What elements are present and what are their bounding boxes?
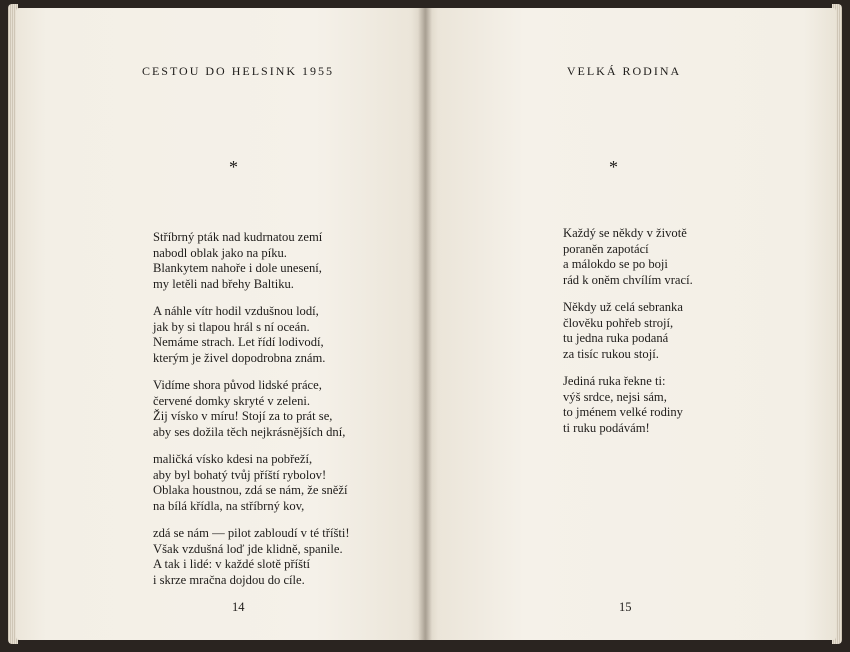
poem-line: Každý se někdy v životě [563,226,687,240]
poem-line: člověku pohřeb strojí, [563,315,674,330]
poem-line: Vidíme shora původ lidské práce, [153,378,322,392]
poem-line: červené domky skryté v zeleni. [153,393,311,408]
poem-line: Stříbrný pták nad kudrnatou zemí [153,230,323,244]
poem-line: Někdy už celá sebranka [563,300,683,314]
poem-line: Jediná ruka řekne ti: [563,374,666,388]
poem-line: za tisíc rukou stojí. [563,346,659,361]
poem-line: i skrze mračna dojdou do cíle. [153,572,305,587]
poem-line: a málokdo se po boji [563,257,668,271]
poem-left [153,230,350,600]
poem-line: výš srdce, nejsi sám, [563,389,667,404]
poem-line: poraněn zapotácí [563,241,649,256]
poem-line: aby byl bohatý tvůj příští rybolov! [153,467,327,482]
poem-line: Oblaka houstnou, zdá se nám, že sněží [153,483,348,497]
stanza [153,230,350,292]
running-head-right: VELKÁ RODINA [566,64,682,78]
left-page [16,8,424,640]
poem-line: maličká vísko kdesi na pobřeží, [153,452,313,466]
poem-line: jak by si tlapou hrál s ní oceán. [153,319,310,334]
poem-line: my letěli nad břehy Baltiku. [153,276,294,291]
poem-line: to jménem velké rodiny [563,405,683,419]
stanza [563,300,693,362]
stanza [153,452,350,514]
poem-right [563,226,693,448]
stanza [563,374,693,436]
right-page [424,8,836,640]
poem-line: nabodl oblak jako na píku. [153,245,287,260]
stanza [153,526,350,588]
poem-line: kterým je živel dopodrobna znám. [153,350,326,365]
stanza [153,378,350,440]
stanza [153,304,350,366]
poem-line: ti ruku podávám! [563,420,650,435]
poem-line: rád k oněm chvílím vrací. [563,272,693,287]
poem-line: Však vzdušná loď jde klidně, spanile. [153,541,343,556]
poem-line: Blankytem nahoře i dole unesení, [153,261,322,275]
poem-line: aby ses dožila těch nejkrásnějších dní, [153,424,346,439]
page-number-right: 15 [619,600,632,614]
ornament-asterisk-right: * [609,157,618,177]
running-head-left: CESTOU DO HELSINK 1955 [141,64,335,78]
book-gutter [418,8,432,640]
poem-line: A tak i lidé: v každé slotě příští [153,557,311,571]
poem-line: tu jedna ruka podaná [563,331,669,345]
poem-line: na bílá křídla, na stříbrný kov, [153,498,305,513]
stanza [563,226,693,288]
poem-line: zdá se nám — pilot zabloudí v té tříšti! [153,526,350,540]
poem-line: Nemáme strach. Let řídí lodivodí, [153,335,324,349]
poem-line: Žij vísko v míru! Stojí za to prát se, [153,409,333,423]
poem-line: A náhle vítr hodil vzdušnou lodí, [153,304,319,318]
ornament-asterisk-left: * [229,157,238,177]
page-number-left: 14 [232,600,245,614]
